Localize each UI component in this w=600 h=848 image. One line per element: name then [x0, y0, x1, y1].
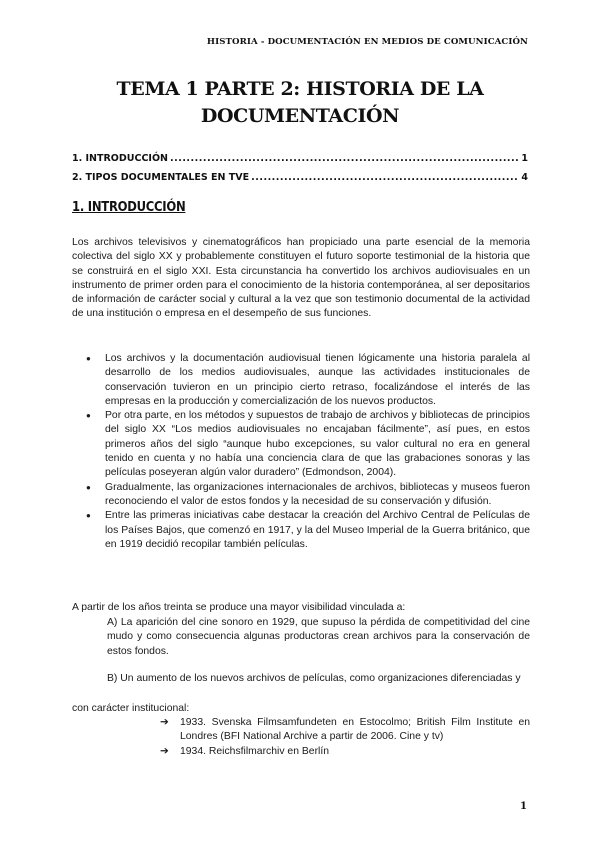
- arrow-item-text: 1933. Svenska Filmsamfundeten en Estocolmo; British Film Institute en Londres (BFI National Archive a partir de 2006. Cine y tv): [180, 717, 530, 743]
- arrow-right-icon: ➔: [160, 745, 169, 757]
- intro-paragraph: Los archivos televisivos y cinematográficos han propiciado una parte esencial de la memoria colectiva del siglo XX y probablemente constituyen el futuro soporte testimonial de la historia que se construirá en el siglo XXI. Esta circunstancia ha convertido los archivos audiovisuales en un instrumento de primer orden para el conocimiento de la historia contemporánea, al ser depositarios de información de carácter social y cultural a la vez que son testimonio documental de la actividad de una institución o empresa en el desempeño de sus funciones.: [72, 237, 530, 320]
- bullet-list: [72, 352, 530, 552]
- toc-entry-tipos-documentales[interactable]: [72, 172, 528, 183]
- arrow-list: [160, 716, 530, 759]
- arrow-item: [160, 745, 530, 759]
- bullet-item: ● Los archivos y la documentación audiovisual tienen lógicamente una historia paralela al desarrollo de los medios audiovisuales, aunque las actividades institucionales de conservación tuvieron en un principio cierto retraso, focalizándose el interés de las empresas en la producción y comercialización de los nuevos productos.: [72, 352, 530, 409]
- bullet-item: ● Por otra parte, en los métodos y supuestos de trabajo de archivos y bibliotecas de principios del siglo XX “Los medios audiovisuales no encajaban fácilmente”, así pues, en estos primeros años del siglo “aunque hubo excepciones, su valor cultural no era en general tenido en cuenta y no había una conciencia clara de que las grabaciones sonoras y las películas poseyeran algún valor duradero” (Edmondson, 2004).: [72, 409, 530, 480]
- section-heading: 1. INTRODUCCIÓN: [72, 199, 186, 215]
- item-a-paragraph: A) La aparición del cine sonoro en 1929, que supuso la pérdida de competitividad del cine mudo y como consecuencia algunas productoras crean archivos para la conservación de estos fondos.: [107, 617, 530, 657]
- toc-entry-page: 4: [521, 172, 528, 183]
- arrow-item-text: 1934. Reichsfilmarchiv en Berlín: [180, 745, 330, 757]
- toc-entry-label: 1. INTRODUCCIÓN: [72, 153, 168, 164]
- thirties-paragraph: A partir de los años treinta se produce una mayor visibilidad vinculada a:: [72, 602, 406, 613]
- toc-entry-introduccion[interactable]: [72, 153, 528, 164]
- toc-leader-dots: [251, 172, 519, 183]
- toc-entry-label: 2. TIPOS DOCUMENTALES EN TVE: [72, 172, 250, 183]
- item-b-line-2: con carácter institucional:: [72, 703, 190, 714]
- toc-entry-page: 1: [521, 153, 528, 164]
- item-b-line-1: B) Un aumento de los nuevos archivos de películas, como organizaciones diferenciadas y: [107, 673, 521, 684]
- toc-leader-dots: [170, 153, 519, 164]
- running-header: HISTORIA - DOCUMENTACIÓN EN MEDIOS DE COMUNICACIÓN: [206, 37, 528, 47]
- document-title: [60, 76, 540, 130]
- arrow-item: [160, 716, 530, 745]
- page-number: 1: [520, 801, 527, 812]
- title-line-2: DOCUMENTACIÓN: [200, 105, 400, 127]
- bullet-item: ● Entre las primeras iniciativas cabe destacar la creación del Archivo Central de Películas de los Países Bajos, que comenzó en 1917, y la del Museo Imperial de la Guerra británico, que en 1919 decidió recopilar también películas.: [72, 509, 530, 552]
- bullet-item: ● Gradualmente, las organizaciones internacionales de archivos, bibliotecas y museos fueron reconociendo el valor de estos fondos y la necesidad de su conservación y difusión.: [72, 481, 530, 510]
- title-line-1: TEMA 1 PARTE 2: HISTORIA DE LA: [116, 78, 484, 100]
- arrow-right-icon: ➔: [160, 717, 169, 728]
